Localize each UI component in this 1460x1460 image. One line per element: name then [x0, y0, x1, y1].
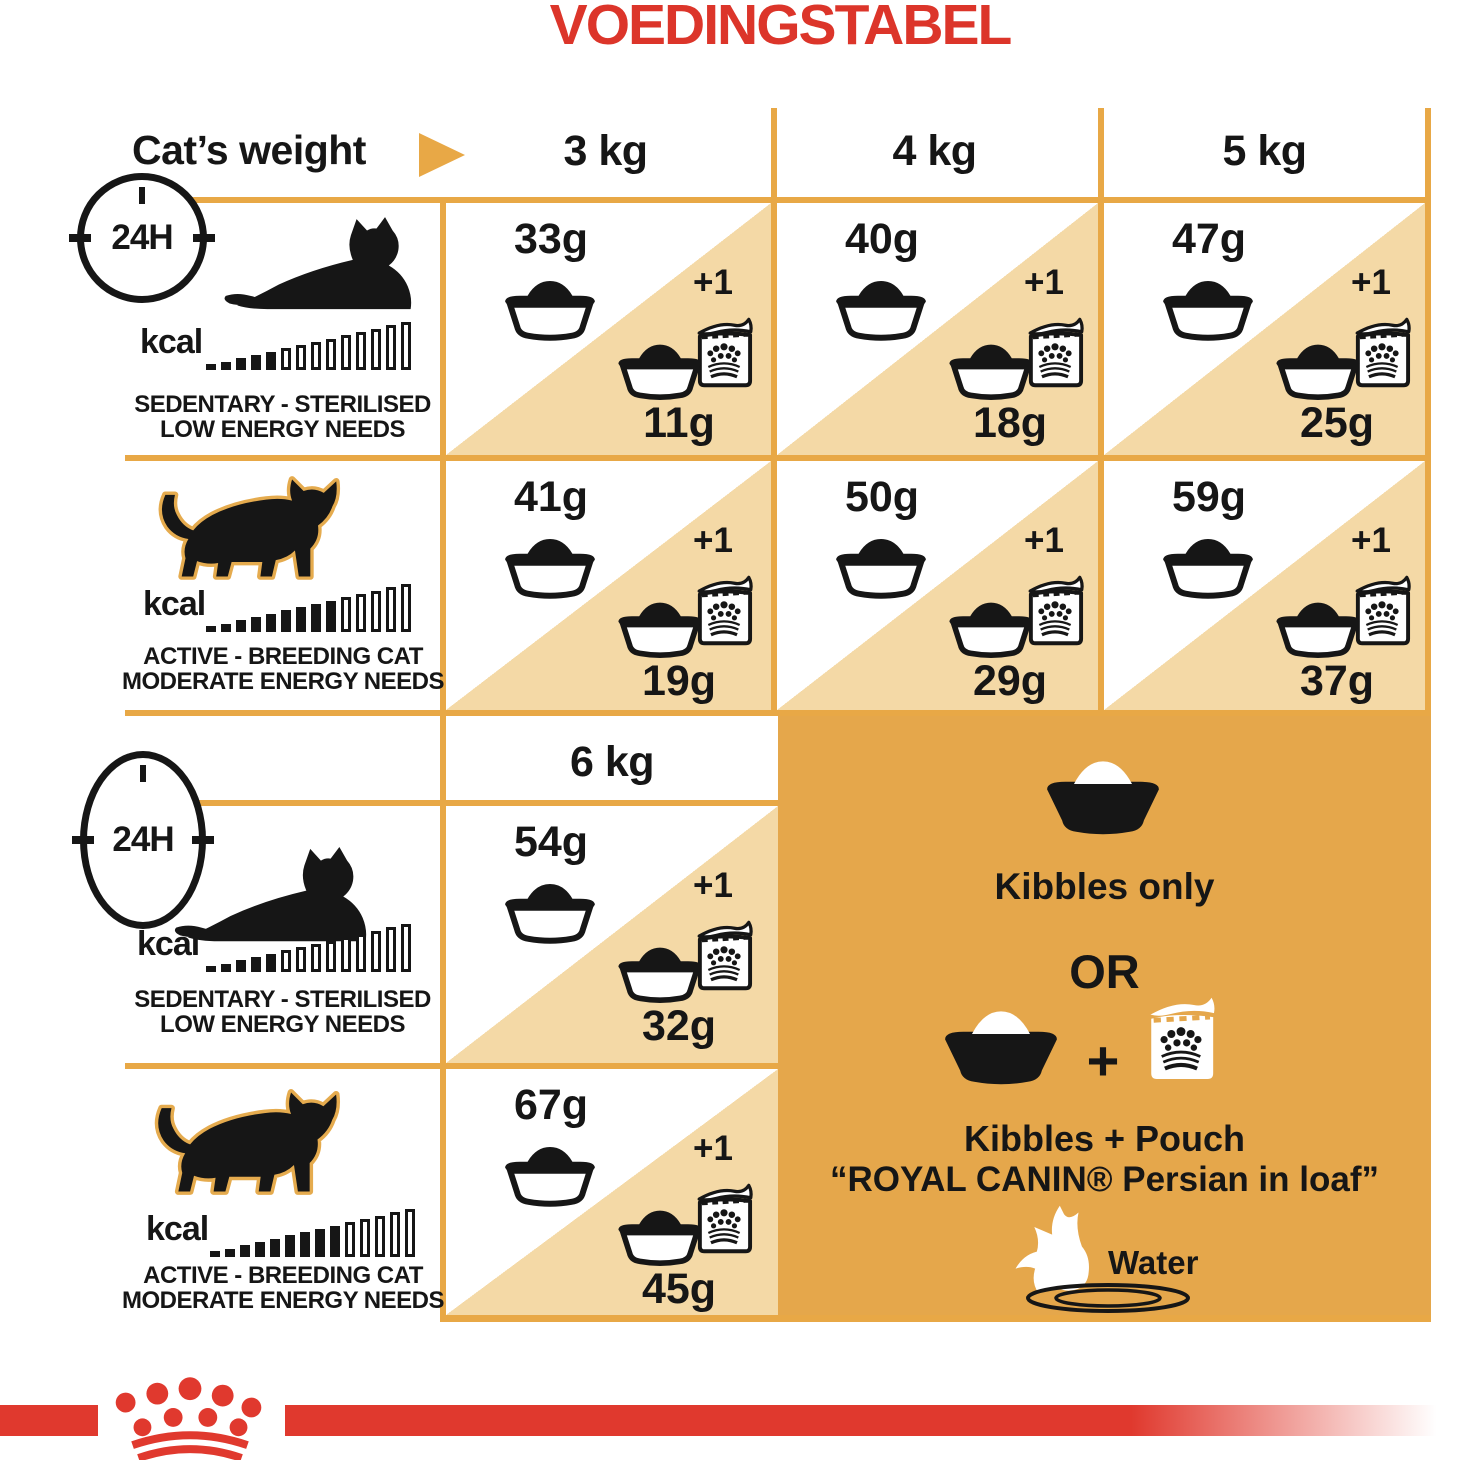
royal-canin-crown-logo [90, 1356, 290, 1460]
kibbles-only-amount: 50g [844, 473, 920, 521]
profile-line2: MODERATE ENERGY NEEDS [122, 668, 444, 695]
plus-one-pouch-label: +1 [1024, 263, 1064, 302]
clock-24h-badge [80, 751, 206, 929]
clock-dash-icon [72, 836, 94, 844]
profile-line2: MODERATE ENERGY NEEDS [122, 1287, 444, 1314]
column-header-4kg: 4 kg [892, 127, 977, 175]
kcal-bars [210, 1203, 442, 1257]
food-bowl-icon [829, 275, 933, 344]
kibbles-only-amount: 40g [844, 215, 920, 263]
water-ripples-icon [1020, 1282, 1195, 1314]
food-bowl-icon [612, 1205, 708, 1269]
food-bowl-icon [1270, 339, 1366, 403]
kcal-label: kcal [146, 1210, 209, 1248]
food-bowl-icon [1270, 597, 1366, 661]
or-label: OR [1069, 945, 1140, 998]
food-bowl-icon [936, 1006, 1066, 1092]
brand-stripe [285, 1405, 1460, 1436]
food-bowl-icon [498, 275, 602, 344]
food-bowl-icon [1156, 275, 1260, 344]
page-title: VOEDINGSTABEL [549, 0, 1011, 57]
plus-one-pouch-label: +1 [693, 263, 733, 302]
kibbles-with-pouch-amount: 32g [641, 1002, 717, 1050]
food-bowl-icon [943, 597, 1039, 661]
food-bowl-icon [943, 339, 1039, 403]
profile-line1: SEDENTARY - STERILISED [134, 986, 431, 1013]
kibbles-with-pouch-amount: 19g [641, 657, 717, 705]
weight-header-label: Cat’s weight [132, 127, 366, 173]
kibbles-with-pouch-amount: 18g [972, 399, 1048, 447]
profile-line2: LOW ENERGY NEEDS [160, 416, 405, 443]
column-header-6kg: 6 kg [569, 738, 655, 786]
ration-cell-sedentary-4kg [777, 203, 1098, 455]
kibbles-only-label: Kibbles only [994, 866, 1215, 907]
plus-one-pouch-label: +1 [1024, 521, 1064, 560]
kibbles-only-amount: 47g [1171, 215, 1247, 263]
food-bowl-icon [498, 1141, 602, 1210]
food-bowl-icon [1038, 756, 1168, 842]
clock-dash-icon [192, 836, 214, 844]
plus-sign: + [1086, 1029, 1120, 1092]
kcal-bars [206, 316, 442, 370]
ration-cell-sedentary-6kg [446, 806, 778, 1063]
kibbles-with-pouch-amount: 11g [643, 399, 715, 447]
kcal-bars [206, 918, 442, 972]
food-bowl-icon [498, 533, 602, 602]
column-header-3kg: 3 kg [563, 127, 648, 175]
clock-dash-icon [193, 234, 215, 242]
kibbles-with-pouch-amount: 29g [972, 657, 1048, 705]
food-bowl-icon [612, 597, 708, 661]
water-label: Water [1108, 1244, 1199, 1281]
kcal-label: kcal [143, 585, 206, 623]
clock-dash-icon [69, 234, 91, 242]
table-border [440, 1315, 1431, 1322]
profile-line1: ACTIVE - BREEDING CAT [143, 1262, 423, 1289]
ration-cell-active-6kg [446, 1069, 778, 1315]
food-bowl-icon [498, 878, 602, 947]
clock-24h-label: 24H [112, 820, 174, 859]
plus-one-pouch-label: +1 [693, 1129, 733, 1168]
plus-one-pouch-label: +1 [693, 521, 733, 560]
ration-cell-sedentary-3kg [446, 203, 771, 455]
kibbles-with-pouch-amount: 25g [1299, 399, 1375, 447]
clock-24h-badge [77, 173, 207, 303]
profile-line1: SEDENTARY - STERILISED [134, 391, 431, 418]
kibbles-only-amount: 41g [513, 473, 589, 521]
kcal-bars [206, 578, 442, 632]
profile-line2: LOW ENERGY NEEDS [160, 1011, 405, 1038]
column-header-5kg: 5 kg [1222, 127, 1307, 175]
pouch-product-name: “ROYAL CANIN® Persian in loaf” [830, 1160, 1379, 1199]
food-bowl-icon [612, 942, 708, 1006]
pouch-icon [1144, 984, 1218, 1092]
ration-cell-active-5kg [1104, 461, 1425, 710]
kibbles-only-amount: 67g [513, 1081, 589, 1129]
food-bowl-icon [1156, 533, 1260, 602]
kibbles-with-pouch-amount: 37g [1299, 657, 1375, 705]
brand-stripe [0, 1405, 98, 1436]
kibbles-with-pouch-amount: 45g [641, 1265, 717, 1313]
profile-line1: ACTIVE - BREEDING CAT [143, 643, 423, 670]
sedentary-cat-icon [222, 216, 440, 316]
plus-one-pouch-label: +1 [1351, 263, 1391, 302]
plus-one-pouch-label: +1 [693, 866, 733, 905]
food-bowl-icon [829, 533, 933, 602]
kibbles-only-amount: 59g [1171, 473, 1247, 521]
ration-cell-active-3kg [446, 461, 771, 710]
kibbles-only-amount: 54g [513, 818, 589, 866]
ration-cell-active-4kg [777, 461, 1098, 710]
food-bowl-icon [612, 339, 708, 403]
serving-options-panel [778, 716, 1431, 1315]
kibbles-only-amount: 33g [513, 215, 589, 263]
clock-24h-label: 24H [111, 218, 173, 257]
plus-one-pouch-label: +1 [1351, 521, 1391, 560]
kibbles-pouch-label: Kibbles + Pouch [963, 1118, 1246, 1159]
kcal-label: kcal [140, 323, 203, 361]
ration-cell-sedentary-5kg [1104, 203, 1425, 455]
active-cat-icon [146, 1083, 342, 1199]
active-cat-icon [150, 470, 342, 584]
kcal-label: kcal [137, 925, 200, 963]
